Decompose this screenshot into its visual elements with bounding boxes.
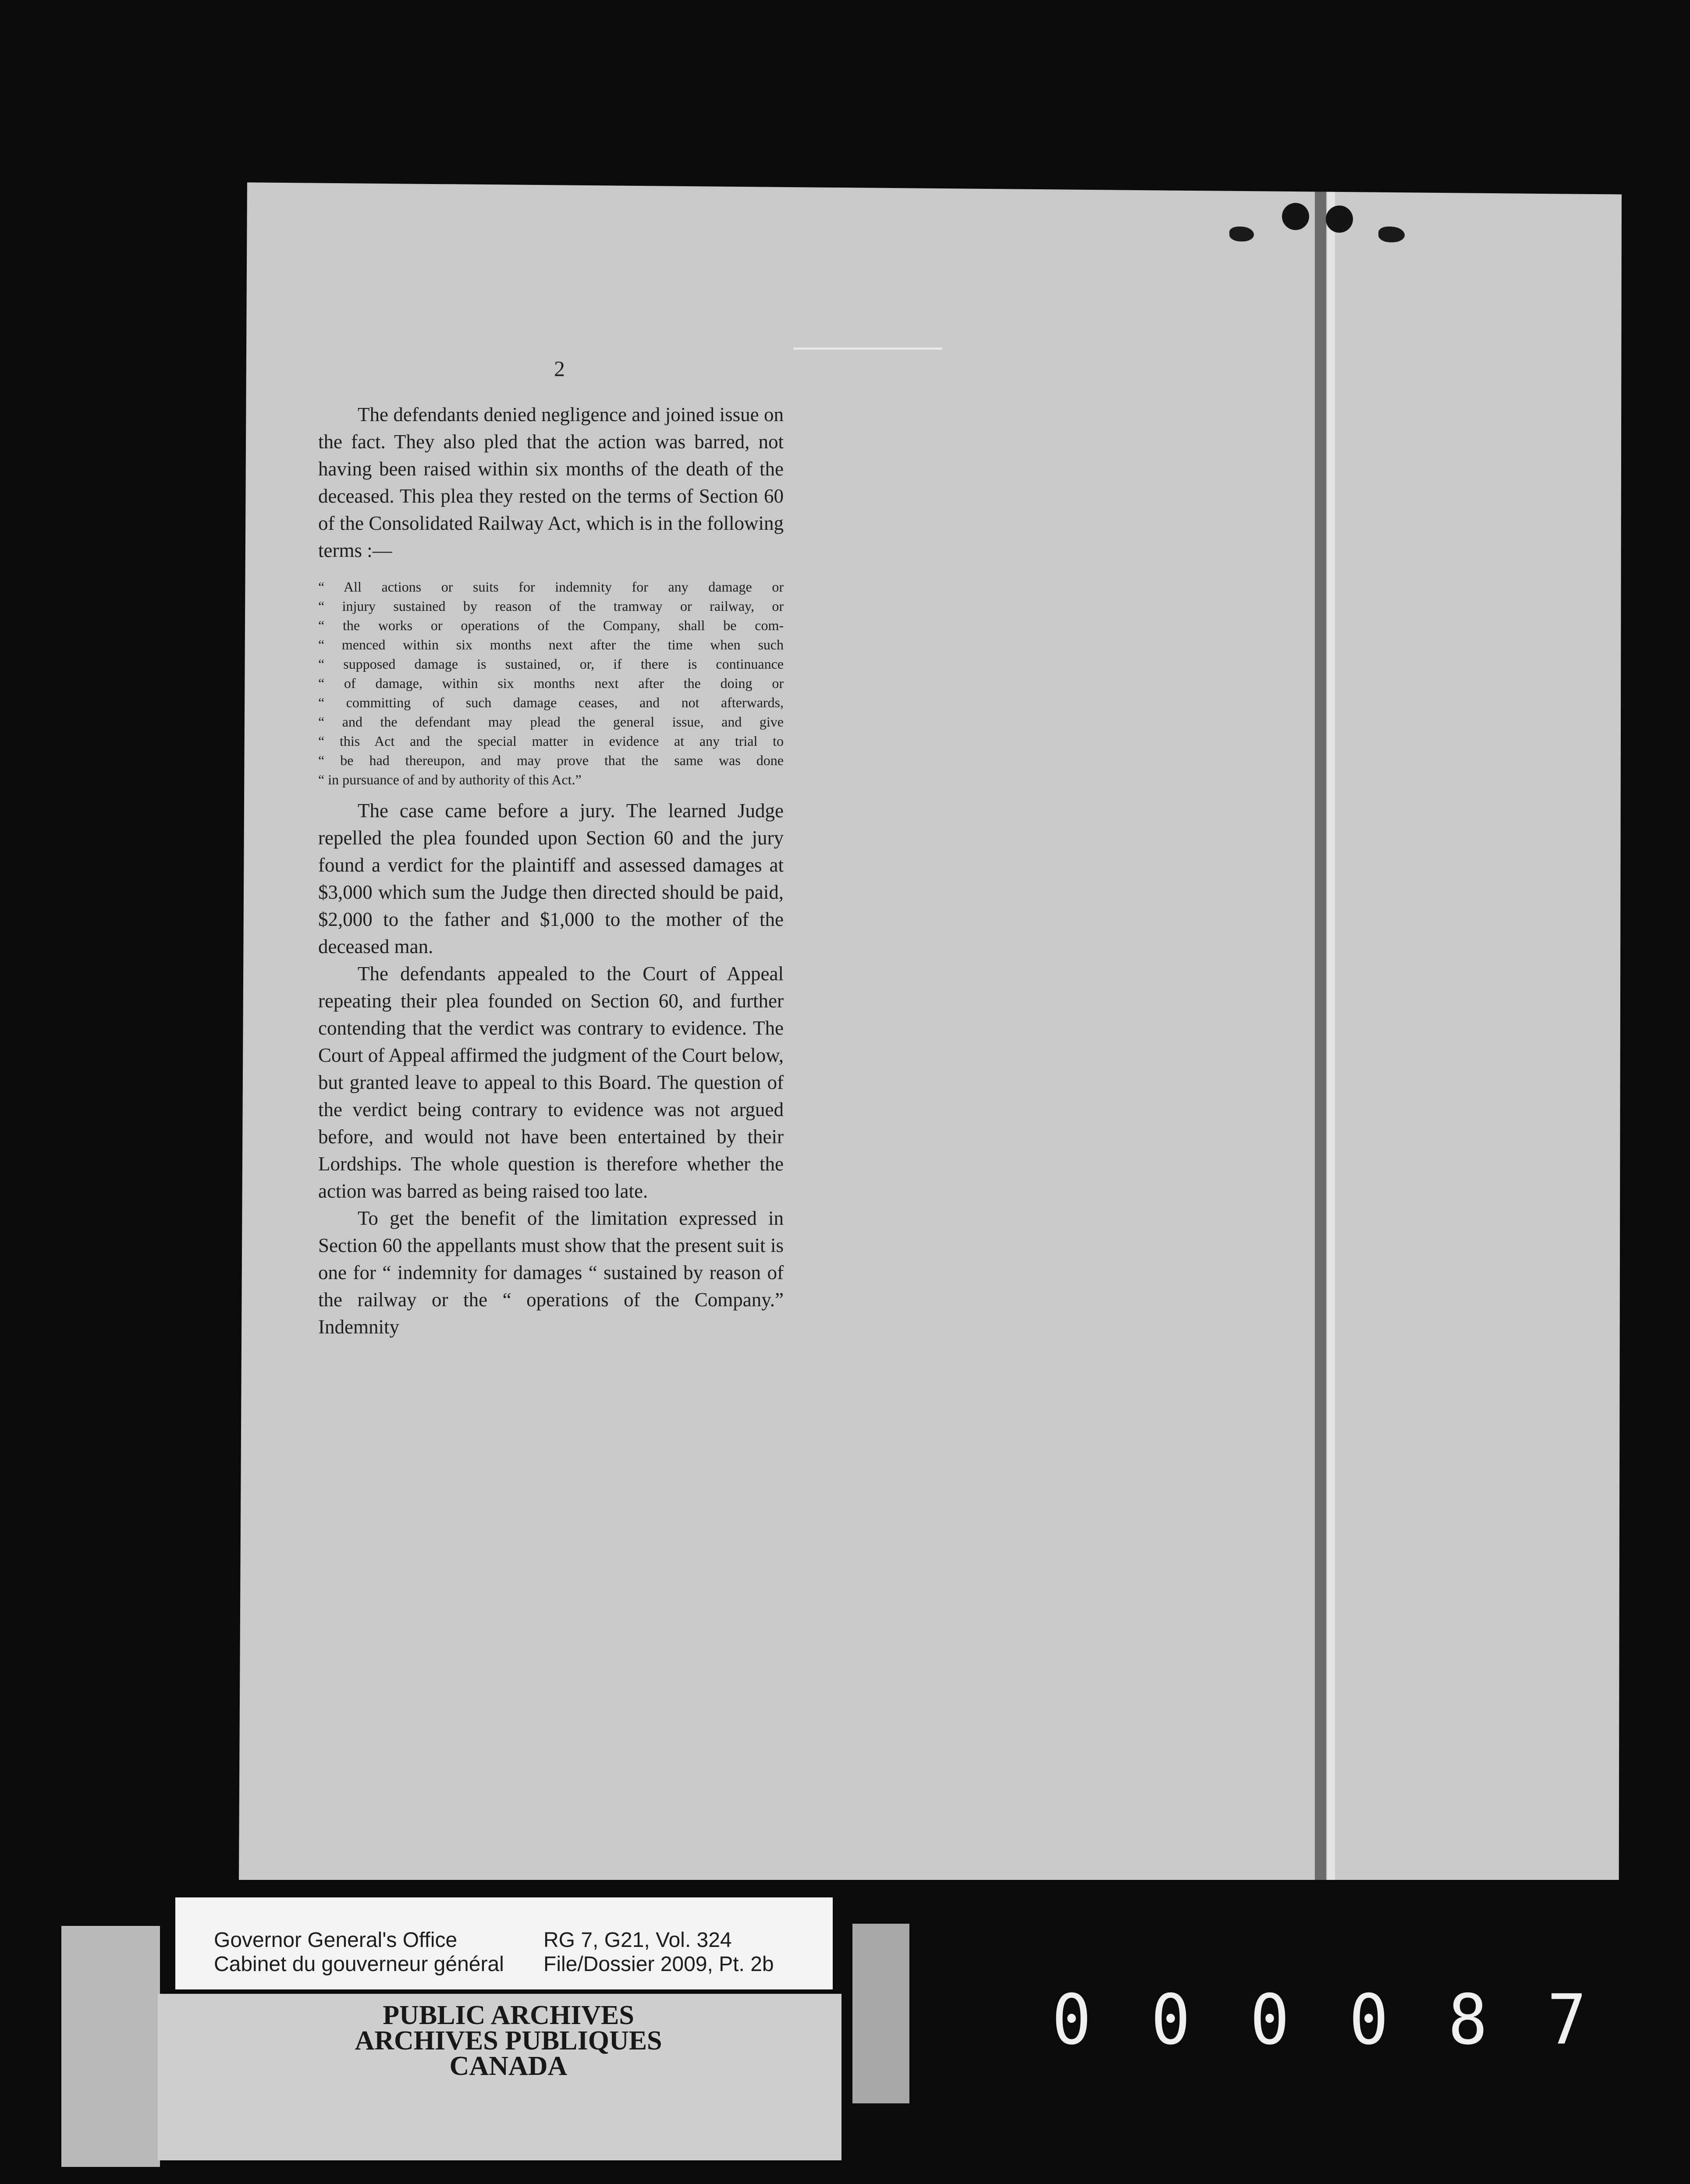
frame-digit: 0 — [1051, 1980, 1092, 2060]
quote-line: “ of damage, within six months next after the doing or — [318, 675, 784, 691]
record-group-reference: RG 7, G21, Vol. 324 — [543, 1929, 732, 1952]
quote-line: “ the works or operations of the Company, shall be com- — [318, 617, 784, 633]
frame-digit: 7 — [1547, 1980, 1587, 2060]
quote-line: “ and the defendant may plead the general issue, and give — [318, 714, 784, 730]
torn-mark — [1229, 227, 1254, 241]
stamp-line: ARCHIVES PUBLIQUES — [355, 2026, 662, 2056]
quote-line: “ injury sustained by reason of the tramway or railway, or — [318, 598, 784, 614]
quote-line: “ this Act and the special matter in evidence at any trial to — [318, 733, 784, 749]
file-reference: File/Dossier 2009, Pt. 2b — [543, 1953, 774, 1976]
quote-line: “ be had thereupon, and may prove that the same was done — [318, 752, 784, 768]
quote-line: “ All actions or suits for indemnity for any damage or — [318, 579, 784, 595]
frame-counter — [1047, 1980, 1591, 2060]
paragraph: The defendants appealed to the Court of Appeal repeating their plea founded on Section 60, and further contending that the verdict was contrary to evidence. The Court of Appeal affirmed the judgment of the Court below, but granted leave to appeal to this Board. The question of the verdict being contrary to evidence was not argued before, and would not have been entertained by their Lordships. The whole question is therefore whether the action was barred as being raised too late. — [318, 963, 784, 1202]
frame-digit: 0 — [1150, 1980, 1191, 2060]
torn-mark — [1378, 227, 1405, 242]
archive-tab — [61, 1926, 160, 2167]
quote-line: “ menced within six months next after the time when such — [318, 637, 784, 652]
paragraph: The defendants denied negligence and joined issue on the fact. They also pled that the action was barred, not having been raised within six months of the death of the deceased. This plea they rested on the terms of Section 60 of the Consolidated Railway Act, which is in the following terms :— — [318, 404, 784, 561]
page-number: 2 — [554, 356, 565, 381]
quote-line: “ supposed damage is sustained, or, if there is continuance — [318, 656, 784, 672]
stamp-line: PUBLIC ARCHIVES — [383, 2000, 634, 2030]
punch-hole — [1326, 206, 1353, 233]
paragraph: The case came before a jury. The learned Judge repelled the plea founded upon Section 60 and the jury found a verdict for the plaintiff and assessed damages at $3,000 which sum the Judge then directed should be paid, $2,000 to the father and $1,000 to the mother of the deceased man. — [318, 800, 784, 957]
frame-digit: 8 — [1448, 1980, 1488, 2060]
quote-line: “ in pursuance of and by authority of this Act.” — [318, 772, 582, 787]
punch-hole — [1282, 203, 1309, 230]
archive-tab — [852, 1924, 909, 2103]
stamp-line: CANADA — [449, 2051, 568, 2081]
archives-stamp — [324, 2000, 692, 2081]
paragraph: To get the benefit of the limitation expressed in Section 60 the appellants must show that the present suit is one for “ indemnity for damages “ sustained by reason of the railway or the “ operations of the Company.” Indemnity — [318, 1207, 784, 1338]
fold-highlight — [1327, 169, 1335, 1880]
fold-line — [1315, 169, 1326, 1880]
office-name-fr: Cabinet du gouverneur général — [214, 1953, 504, 1976]
paper-mark — [793, 347, 942, 350]
office-name-en: Governor General's Office — [214, 1929, 458, 1952]
frame-digit: 0 — [1349, 1980, 1389, 2060]
block-quote — [318, 577, 784, 789]
quote-line: “ committing of such damage ceases, and not afterwards, — [318, 695, 784, 710]
frame-digit: 0 — [1250, 1980, 1290, 2060]
text-column — [318, 401, 784, 1340]
